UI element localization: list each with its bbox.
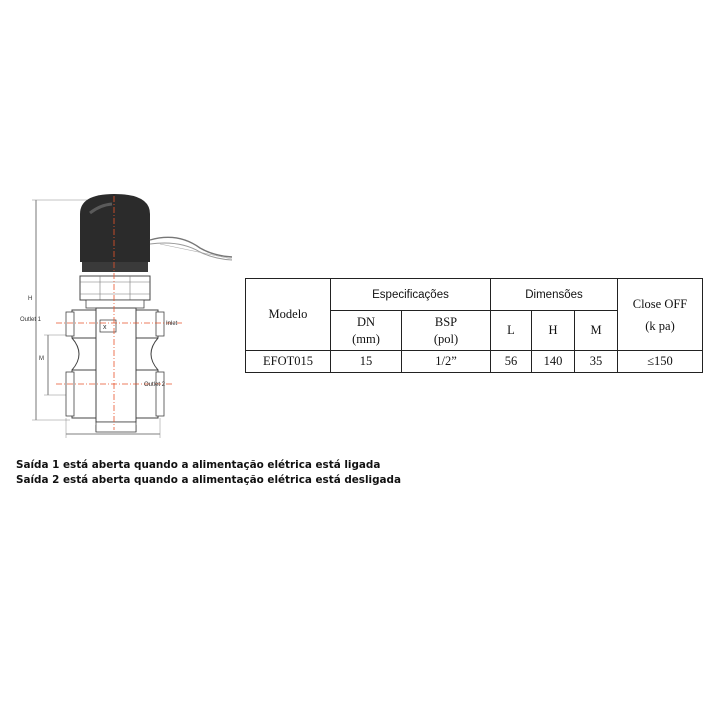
- cell-l: 56: [491, 351, 532, 373]
- actuator-cable: [150, 237, 232, 260]
- dimension-h-label: H: [28, 296, 33, 302]
- subheader-dn-line1: DN: [356, 314, 376, 329]
- valve-body: [66, 308, 164, 432]
- note-outlet2: Saída 2 está aberta quando a alimentação elétrica está desligada: [16, 474, 402, 486]
- outlet1-label: Outlet 1: [20, 317, 42, 323]
- actuator-head: [80, 194, 150, 272]
- notes: [16, 458, 401, 488]
- subheader-dn-line2: (mm): [352, 331, 380, 346]
- subheader-m: M: [575, 311, 618, 351]
- header-modelo: Modelo: [246, 279, 331, 351]
- dimension-m-label: M: [39, 356, 44, 362]
- svg-text:x: x: [103, 324, 107, 331]
- cell-bsp: 1/2”: [402, 351, 491, 373]
- outlet2-label: Outlet 2: [144, 382, 166, 388]
- header-close-off: [618, 279, 703, 351]
- header-close-off-line1: Close OFF: [632, 296, 688, 311]
- cell-dn: 15: [331, 351, 402, 373]
- header-close-off-line2: (k pa): [645, 318, 675, 333]
- cell-model: EFOT015: [246, 351, 331, 373]
- subheader-bsp-line2: (pol): [433, 331, 459, 346]
- specification-table: [245, 278, 703, 373]
- subheader-bsp: [402, 311, 491, 351]
- cell-m: 35: [575, 351, 618, 373]
- valve-collar: [80, 276, 150, 308]
- table-row: [246, 351, 703, 373]
- header-especificacoes: Especificações: [331, 279, 491, 311]
- subheader-h: H: [532, 311, 575, 351]
- cell-close-off: ≤150: [618, 351, 703, 373]
- subheader-l: L: [491, 311, 532, 351]
- header-dimensoes: Dimensões: [491, 279, 618, 311]
- subheader-bsp-line1: BSP: [434, 314, 458, 329]
- note-outlet1: Saída 1 está aberta quando a alimentação elétrica está ligada: [16, 459, 381, 471]
- inlet-label: Inlet: [166, 321, 178, 327]
- dimension-m: [39, 335, 68, 395]
- cell-h: 140: [532, 351, 575, 373]
- subheader-dn: [331, 311, 402, 351]
